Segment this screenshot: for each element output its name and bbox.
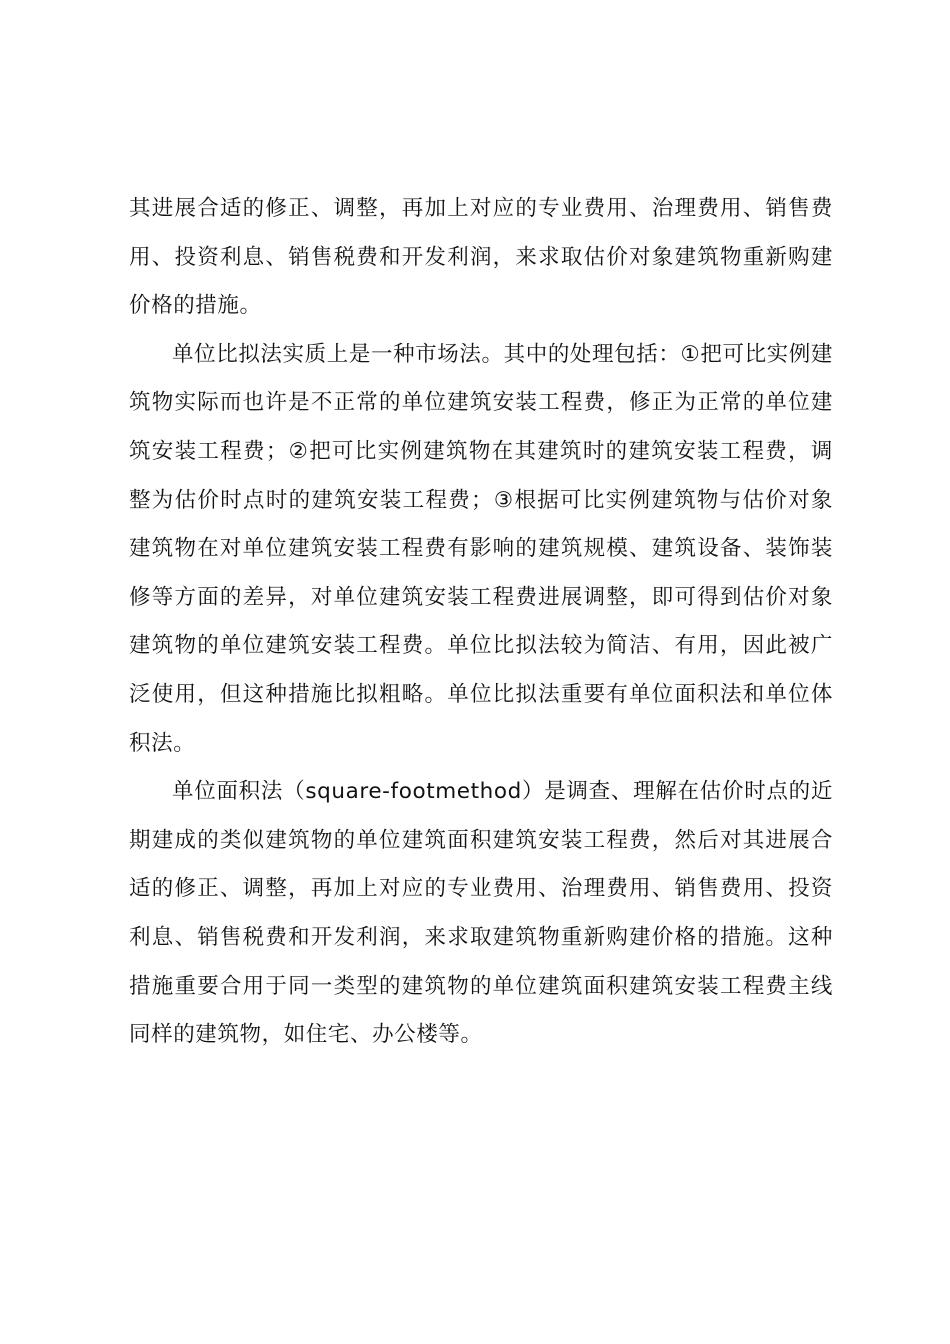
document-body [129, 185, 833, 1060]
paragraph-continued: 其进展合适的修正、调整，再加上对应的专业费用、治理费用、销售费用、投资利息、销售税费和开发利润，来求取估价对象建筑物重新购建价格的措施。 [129, 196, 833, 319]
paragraph-unit-comparison-method: 单位比拟法实质上是一种市场法。其中的处理包括：①把可比实例建筑物实际而也许是不正常的单位建筑安装工程费，修正为正常的单位建筑安装工程费；②把可比实例建筑物在其建筑时的建筑安装工程费，调整为估价时点时的建筑安装工程费；③根据可比实例建筑物与估价对象建筑物在对单位建筑安装工程费有影响的建筑规模、建筑设备、装饰装修等方面的差异，对单位建筑安装工程费进展调整，即可得到估价对象建筑物的单位建筑安装工程费。单位比拟法较为简洁、有用，因此被广泛使用，但这种措施比拟粗略。单位比拟法重要有单位面积法和单位体积法。 [129, 341, 833, 756]
paragraph-square-foot-method: 单位面积法（square-footmethod）是调查、理解在估价时点的近期建成的类似建筑物的单位建筑面积建筑安装工程费，然后对其进展合适的修正、调整，再加上对应的专业费用、治理费用、销售费用、投资利息、销售税费和开发利润，来求取建筑物重新购建价格的措施。这种措施重要合用于同一类型的建筑物的单位建筑面积建筑安装工程费主线同样的建筑物，如住宅、办公楼等。 [129, 779, 833, 1048]
